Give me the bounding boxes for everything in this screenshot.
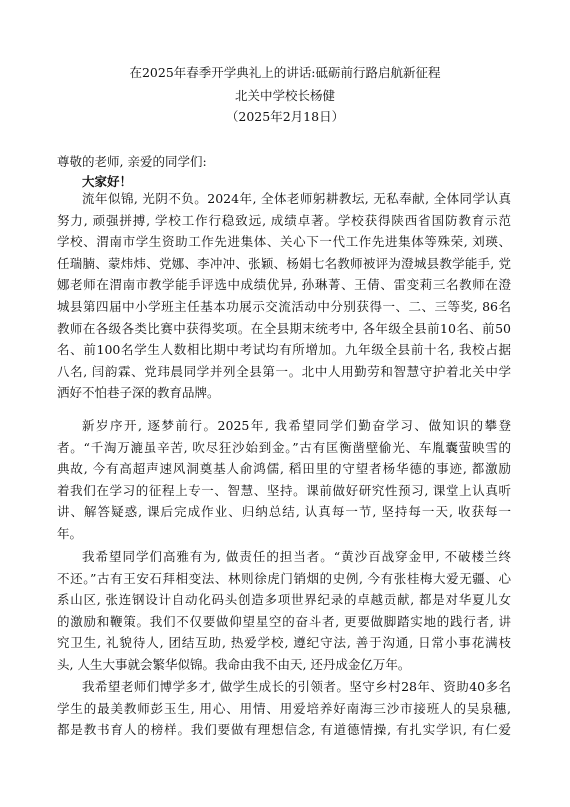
paragraph-line: 城县第四届中小学班主任基本功展示交流活动中分别获得一、二、三等奖, 86名 xyxy=(57,299,511,314)
greeting: 大家好！ xyxy=(82,174,133,189)
speech-title: 在2025年春季开学典礼上的讲话:砥砺前行路启航新征程 xyxy=(129,65,441,80)
speech-author: 北关中学校长杨健 xyxy=(234,88,335,103)
paragraph-line: 我希望同学们高雅有为, 做责任的担当者。“黄沙百战穿金甲, 不破楼兰终 xyxy=(82,549,511,564)
paragraph-line: 八名, 闫韵霖、党玮晨同学并列全县第一。北中人用勤劳和智慧守护着北关中学 xyxy=(57,363,511,379)
paragraph-line: 教师在各级各类比赛中获得奖项。在全县期末统考中, 各年级全县前10名、前50 xyxy=(57,320,511,336)
paragraph-line: 究卫生, 礼貌待人, 团结互助, 热爱学校, 遵纪守法, 善于沟通, 日常小事花满枝 xyxy=(57,635,511,651)
paragraph-line: 学生的最美教师彭玉生, 用心、用情、用爱培养好南海三沙市接班人的吴泉穗, xyxy=(57,700,511,716)
paragraph-line: 讲、解答疑惑, 课后完成作业、归纳总结, 认真每一节, 坚持每一天, 收获每一 xyxy=(57,504,511,520)
paragraph-line: 头, 人生大事就会繁华似锦。我命由我不由天, 还丹成金亿万年。 xyxy=(57,657,411,672)
paragraph-line: 娜老师在渭南市教学能手评选中成绩优异, 孙琳菁、王倩、雷变莉三名教师在澄 xyxy=(57,277,511,293)
paragraph-line: 洒好不怕巷子深的教育品牌。 xyxy=(57,385,220,401)
paragraph-line: 名、前100名学生人数相比期中考试均有所增加。九年级全县前十名, 我校占据 xyxy=(57,342,511,358)
salutation: 尊敬的老师, 亲爱的同学们: xyxy=(57,154,207,169)
paragraph-line: 努力, 顽强拼搏, 学校工作行稳致远, 成绩卓著。学校获得陕西省国防教育示范 xyxy=(57,212,511,228)
speech-date: （2025年2月18日） xyxy=(225,109,345,124)
paragraph-line: 的激励和鞭策。我们不仅要做仰望星空的奋斗者, 更要做脚踏实地的践行者, 讲 xyxy=(57,613,511,629)
paragraph-line: 新岁序开, 逐梦前行。2025年, 我希望同学们勤奋学习、做知识的攀登 xyxy=(82,418,511,433)
paragraph-line: 任瑞腩、蒙炜炜、党娜、李冲冲、张颖、杨娟七名教师被评为澄城县教学能手, 党 xyxy=(57,255,511,271)
paragraph-line: 我希望老师们博学多才, 做学生成长的引领者。坚守乡村28年、资助40多名 xyxy=(82,679,511,694)
paragraph-line: 系山区, 张连钢设计自动化码头创造多项世界纪录的卓越贡献, 都是对华夏儿女 xyxy=(57,592,511,608)
paragraph-line: 者。“千淘万漉虽辛苦, 吹尽狂沙始到金。”古有匡衡凿壁偷光、车胤囊萤映雪的 xyxy=(57,439,511,455)
paragraph-line: 都是教书育人的榜样。我们要做有理想信念, 有道德情操, 有扎实学识, 有仁爱 xyxy=(57,722,511,738)
paragraph-line: 流年似锦, 光阴不负。2024年, 全体老师躬耕教坛, 无私奉献, 全体同学认真 xyxy=(82,191,511,206)
paragraph-line: 年。 xyxy=(57,526,83,541)
paragraph-line: 典故, 今有高超声速风洞奠基人俞鸿儒, 稻田里的守望者杨华德的事迹, 都激励 xyxy=(57,461,511,477)
paragraph-line: 不还。”古有王安石拜相变法、林则徐虎门销烟的史例, 今有张桂梅大爱无疆、心 xyxy=(57,570,511,586)
paragraph-line: 学校、渭南市学生资助工作先进集体、关心下一代工作先进集体等殊荣, 刘瑛、 xyxy=(57,234,511,250)
paragraph-line: 着我们在学习的征程上专一、智慧、坚持。课前做好研究性预习, 课堂上认真听 xyxy=(57,482,511,498)
